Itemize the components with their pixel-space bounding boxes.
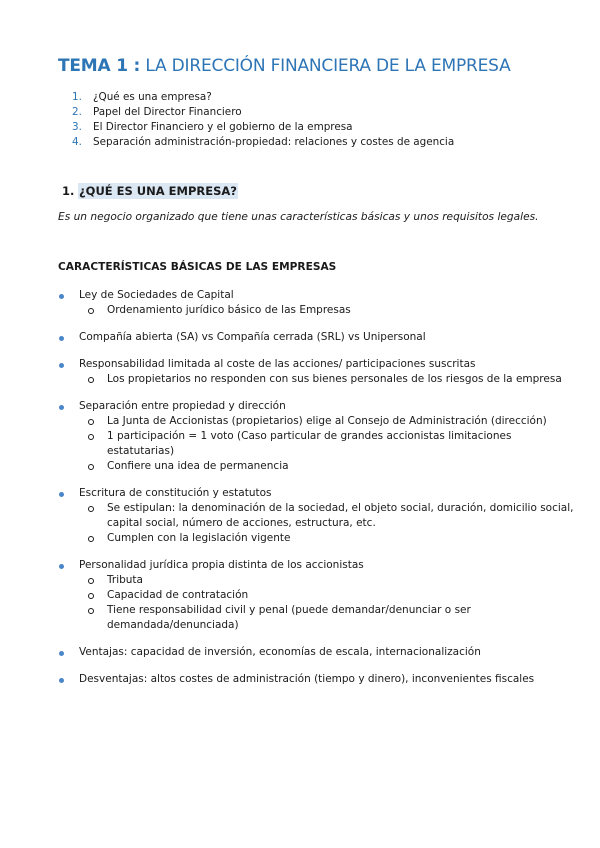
bullet-icon: [59, 363, 64, 368]
toc-text: ¿Qué es una empresa?: [93, 91, 212, 103]
section-heading: [62, 184, 238, 198]
sub-bullet-icon: [88, 464, 94, 470]
bullet-text: Escritura de constitución y estatutos: [79, 487, 272, 499]
sub-bullet-text: Confiere una idea de permanencia: [107, 460, 289, 472]
toc-number: 4.: [72, 136, 82, 148]
toc-text: Papel del Director Financiero: [93, 106, 242, 118]
bullet-icon: [59, 336, 64, 341]
bullet-icon: [59, 678, 64, 683]
table-of-contents: [72, 90, 454, 150]
sub-bullet-text: Tributa: [107, 574, 143, 586]
toc-number: 1.: [72, 91, 82, 103]
sub-bullet-icon: [88, 506, 94, 512]
toc-item: [72, 105, 454, 120]
title-prefix: TEMA 1 :: [58, 56, 141, 76]
sub-bullet-icon: [88, 377, 94, 383]
bullet-text: Compañía abierta (SA) vs Compañía cerrada (SRL) vs Unipersonal: [79, 331, 426, 343]
section-heading-text: ¿QUÉ ES UNA EMPRESA?: [79, 184, 237, 198]
sub-bullet-text: La Junta de Accionistas (propietarios) elige al Consejo de Administración (dirección): [107, 415, 547, 427]
sub-bullet-icon: [88, 308, 94, 314]
sub-bullet-text: Cumplen con la legislación vigente: [107, 532, 291, 544]
toc-text: El Director Financiero y el gobierno de la empresa: [93, 121, 353, 133]
list-item: [58, 288, 578, 318]
sub-bullet-text: Los propietarios no responden con sus bienes personales de los riesgos de la empresa: [107, 373, 562, 385]
sub-bullet-icon: [88, 608, 94, 614]
title-text: LA DIRECCIÓN FINANCIERA DE LA EMPRESA: [145, 56, 511, 76]
bullet-icon: [59, 492, 64, 497]
bullet-text: Ventajas: capacidad de inversión, economías de escala, internacionalización: [79, 646, 481, 658]
sub-bullet-icon: [88, 434, 94, 440]
list-item: [58, 672, 578, 687]
page-title: [58, 56, 511, 76]
list-item: [58, 558, 578, 633]
bullet-icon: [59, 294, 64, 299]
list-item: [58, 399, 578, 474]
sub-bullet-icon: [88, 419, 94, 425]
sub-bullet-text: 1 participación = 1 voto (Caso particular de grandes accionistas limitaciones estatutarias): [107, 430, 512, 457]
bullet-text: Personalidad jurídica propia distinta de los accionistas: [79, 559, 364, 571]
bullet-icon: [59, 405, 64, 410]
sub-bullet-text: Capacidad de contratación: [107, 589, 249, 601]
list-item: [58, 357, 578, 387]
toc-item: [72, 120, 454, 135]
sub-bullet-text: Tiene responsabilidad civil y penal (puede demandar/denunciar o ser demandada/denunciada): [107, 604, 471, 631]
sub-bullet-icon: [88, 578, 94, 584]
sub-bullet-text: Ordenamiento jurídico básico de las Empresas: [107, 304, 351, 316]
sub-bullet-icon: [88, 593, 94, 599]
sub-bullet-text: Se estipulan: la denominación de la sociedad, el objeto social, duración, domicilio social, capital social, número de acciones, estructura, etc.: [107, 502, 574, 529]
toc-item: [72, 135, 454, 150]
bullet-text: Separación entre propiedad y dirección: [79, 400, 286, 412]
bullet-icon: [59, 564, 64, 569]
toc-text: Separación administración-propiedad: relaciones y costes de agencia: [93, 136, 455, 148]
bullet-text: Desventajas: altos costes de administración (tiempo y dinero), inconvenientes fiscales: [79, 673, 535, 685]
list-item: [58, 645, 578, 660]
section-number: 1.: [62, 184, 75, 198]
definition-text: Es un negocio organizado que tiene unas características básicas y unos requisitos legales.: [58, 211, 539, 223]
list-item: [58, 330, 578, 345]
characteristics-list: [58, 288, 578, 699]
sub-bullet-icon: [88, 536, 94, 542]
toc-item: [72, 90, 454, 105]
toc-number: 2.: [72, 106, 82, 118]
bullet-text: Ley de Sociedades de Capital: [79, 289, 234, 301]
bullet-text: Responsabilidad limitada al coste de las acciones/ participaciones suscritas: [79, 358, 476, 370]
bullet-icon: [59, 651, 64, 656]
subheading: CARACTERÍSTICAS BÁSICAS DE LAS EMPRESAS: [58, 261, 337, 273]
list-item: [58, 486, 578, 546]
toc-number: 3.: [72, 121, 82, 133]
